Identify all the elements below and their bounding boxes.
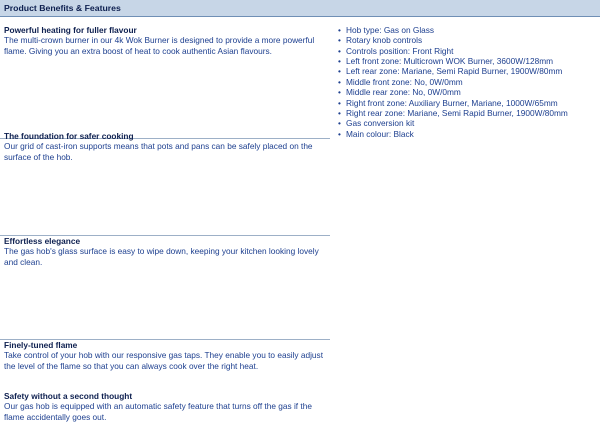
spec-item: [338, 118, 593, 128]
bullet-icon: •: [338, 45, 341, 56]
spec-item: [338, 25, 593, 35]
bullet-icon: •: [338, 35, 341, 46]
spec-item: [338, 129, 593, 139]
feature-description: Our gas hob is equipped with an automatic safety feature that turns off the gas if the flame accidentally goes out.: [4, 401, 312, 422]
feature-title: Finely-tuned flame: [4, 340, 78, 350]
spec-item: [338, 56, 593, 66]
bullet-icon: •: [338, 87, 341, 98]
feature-block: [0, 131, 330, 236]
feature-description: Our grid of cast-iron supports means that pots and pans can be safely placed on the surface of the hob.: [4, 141, 313, 162]
spec-text: Rotary knob controls: [346, 35, 423, 46]
bullet-icon: •: [338, 107, 341, 118]
feature-block: [0, 236, 330, 340]
feature-description: The multi-crown burner in our 4k Wok Burner is designed to provide a more powerful flame. Giving you an extra boost of heat to cook authentic Asian flavours.: [4, 35, 315, 56]
bullet-icon: •: [338, 128, 341, 139]
spec-text: Middle front zone: No, 0W/0mm: [346, 76, 463, 87]
spec-text: Main colour: Black: [346, 128, 414, 139]
spec-text: Right rear zone: Mariane, Semi Rapid Burner, 1900W/80mm: [346, 107, 568, 118]
feature-block: [0, 25, 330, 139]
feature-title: The foundation for safer cooking: [4, 131, 134, 141]
spec-text: Right front zone: Auxiliary Burner, Mariane, 1000W/65mm: [346, 97, 558, 108]
specs-column: [338, 25, 593, 139]
spec-list: [338, 25, 593, 139]
spec-item: [338, 66, 593, 76]
feature-block: [0, 340, 330, 396]
spec-text: Gas conversion kit: [346, 118, 415, 129]
feature-block: [0, 391, 330, 425]
bullet-icon: •: [338, 118, 341, 129]
spec-text: Left front zone: Multicrown WOK Burner, 3600W/128mm: [346, 56, 554, 67]
bullet-icon: •: [338, 66, 341, 77]
section-title: Product Benefits & Features: [4, 3, 121, 13]
spec-item: [338, 98, 593, 108]
spec-text: Left rear zone: Mariane, Semi Rapid Burner, 1900W/80mm: [346, 66, 563, 77]
spec-text: Middle rear zone: No, 0W/0mm: [346, 87, 461, 98]
spec-item: [338, 46, 593, 56]
benefits-column: [0, 17, 330, 425]
feature-title: Powerful heating for fuller flavour: [4, 25, 137, 35]
spec-text: Controls position: Front Right: [346, 45, 454, 56]
spec-text: Hob type: Gas on Glass: [346, 25, 435, 35]
feature-description: Take control of your hob with our responsive gas taps. They enable you to easily adjust the level of the flame so that you can always cook over the right heat.: [4, 350, 324, 371]
section-header: [0, 0, 600, 17]
feature-title: Safety without a second thought: [4, 391, 133, 401]
spec-item: [338, 35, 593, 45]
bullet-icon: •: [338, 76, 341, 87]
feature-description: The gas hob's glass surface is easy to wipe down, keeping your kitchen looking lovely and clean.: [4, 246, 319, 267]
spec-item: [338, 87, 593, 97]
feature-title: Effortless elegance: [4, 236, 81, 246]
spec-item: [338, 108, 593, 118]
bullet-icon: •: [338, 97, 341, 108]
bullet-icon: •: [338, 25, 341, 35]
bullet-icon: •: [338, 56, 341, 67]
spec-item: [338, 77, 593, 87]
